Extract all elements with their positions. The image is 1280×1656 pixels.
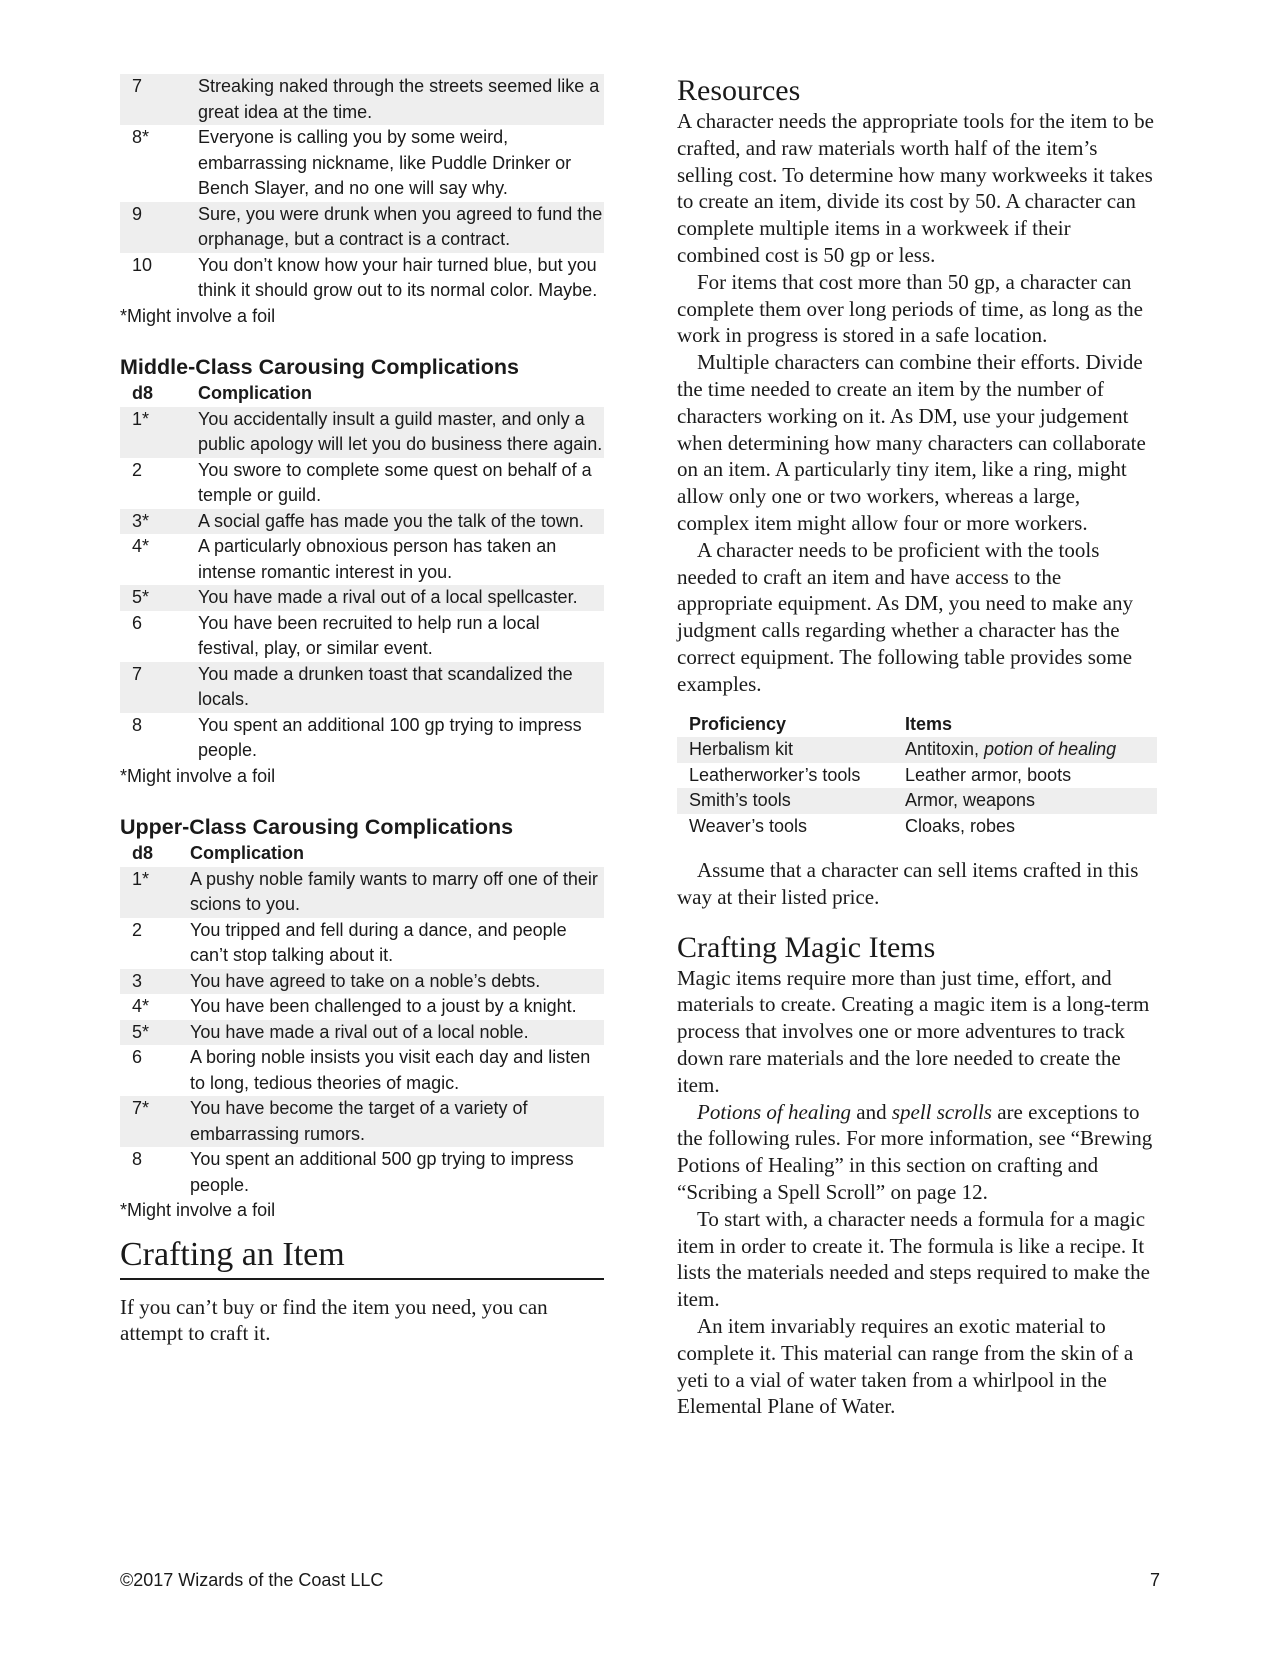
items-text: Leather armor, boots <box>905 764 1072 785</box>
table-row <box>120 458 604 509</box>
proficiency-table <box>677 712 1157 840</box>
magic-items-paragraph <box>677 1099 1157 1206</box>
footer-copyright: ©2017 Wizards of the Coast LLC <box>120 1570 384 1590</box>
items-italic-text: potion of healing <box>984 739 1117 760</box>
column-header-die: d8 <box>132 843 154 863</box>
table-row <box>120 1020 604 1046</box>
resources-paragraph: For items that cost more than 50 gp, a character can complete them over long periods of time, as long as the work in progress is stored in a safe location. <box>677 269 1143 348</box>
row-text: You accidentally insult a guild master, and only a public apology will let you do business there again. <box>198 407 604 458</box>
column-header-complication: Complication <box>190 843 305 863</box>
items-cell <box>893 788 1157 814</box>
table-row <box>120 611 604 662</box>
table-row <box>120 713 604 764</box>
text: and <box>851 1099 892 1124</box>
row-number: 3* <box>120 509 198 535</box>
column-header-complication: Complication <box>198 383 313 403</box>
table-row <box>677 814 1157 840</box>
table-row <box>120 918 604 969</box>
table-row <box>120 1045 604 1096</box>
row-text: Streaking naked through the streets seemed like a great idea at the time. <box>198 74 604 125</box>
resources-after-table: Assume that a character can sell items crafted in this way at their listed price. <box>677 858 1139 909</box>
row-number: 4* <box>132 996 150 1016</box>
items-cell <box>893 737 1157 763</box>
upper-class-title: Upper-Class Carousing Complications <box>120 815 514 839</box>
items-text: Cloaks, robes <box>905 815 1016 836</box>
table-footnote: *Might involve a foil <box>120 305 276 326</box>
row-number: 2 <box>132 459 143 480</box>
magic-items-paragraph: An item invariably requires an exotic material to complete it. This material can range from the skin of a yeti to a vial of water taken from a whirlpool in the Elemental Plane of Water. <box>677 1313 1134 1419</box>
row-text: You made a drunken toast that scandalized the locals. <box>198 662 604 713</box>
crafting-item-heading: Crafting an Item <box>120 1234 604 1280</box>
table-header <box>677 712 1157 738</box>
proficiency-cell: Leatherworker’s tools <box>689 764 861 785</box>
row-text: You have made a rival out of a local spellcaster. <box>198 585 604 611</box>
row-number: 1* <box>120 867 190 918</box>
row-number: 5* <box>120 585 198 611</box>
row-number: 2 <box>132 919 143 940</box>
table-header <box>120 841 604 867</box>
resources-paragraph: Multiple characters can combine their efforts. Divide the time needed to create an item by the number of characters working on it. As DM, use your judgement when determining how many characters can collaborate on an item. A particularly tiny item, like a ring, might allow only one or two workers, whereas a large, complex item might allow four or more workers. <box>677 350 1146 535</box>
magic-items-heading: Crafting Magic Items <box>677 930 936 964</box>
left-column <box>120 74 604 1347</box>
column-header-proficiency: Proficiency <box>689 713 787 734</box>
row-number: 8 <box>132 714 143 735</box>
row-number: 9 <box>120 202 198 253</box>
column-header-items: Items <box>905 713 953 734</box>
table-header <box>120 381 604 407</box>
table-row <box>120 1147 604 1198</box>
row-text: You tripped and fell during a dance, and people can’t stop talking about it. <box>190 919 567 965</box>
page-number: 7 <box>1149 1570 1160 1590</box>
magic-items-paragraph: To start with, a character needs a formula for a magic item in order to create it. The formula is like a recipe. It lists the materials needed and steps required to make the item. <box>677 1206 1150 1312</box>
row-text: You have agreed to take on a noble’s debts. <box>190 969 604 995</box>
row-text: You have become the target of a variety of embarrassing rumors. <box>190 1096 604 1147</box>
row-text: You swore to complete some quest on behalf of a temple or guild. <box>198 459 592 505</box>
row-number: 6 <box>132 612 143 633</box>
table-row <box>120 994 604 1020</box>
row-number: 7 <box>120 662 198 713</box>
row-text: A social gaffe has made you the talk of the town. <box>198 509 604 535</box>
row-text: A particularly obnoxious person has taken an intense romantic interest in you. <box>198 536 557 582</box>
row-text: You don’t know how your hair turned blue, but you think it should grow out to its normal color. Maybe. <box>198 254 598 300</box>
row-number: 7 <box>120 74 198 125</box>
table-row <box>120 662 604 713</box>
resources-heading: Resources <box>677 74 801 107</box>
row-number: 7* <box>120 1096 190 1147</box>
table-row <box>120 585 604 611</box>
row-text: You have been recruited to help run a local festival, play, or similar event. <box>198 612 540 658</box>
table-row <box>677 737 1157 763</box>
magic-items-paragraph: Magic items require more than just time, effort, and materials to create. Creating a magic item is a long-term process that involves one or more adventures to track down rare materials and the lore needed to create the item. <box>677 965 1150 1097</box>
row-text: You spent an additional 100 gp trying to impress people. <box>198 714 582 760</box>
middle-class-table <box>120 381 604 764</box>
text: are exceptions to the following rules. For more information, see “Brewing Potions of Healing” in this section on crafting and “Scribing a Spell Scroll” on page 12. <box>677 1099 1153 1204</box>
table-row <box>677 788 1157 814</box>
table-row <box>120 969 604 995</box>
row-number: 6 <box>132 1047 143 1067</box>
row-text: Everyone is calling you by some weird, embarrassing nickname, like Puddle Drinker or Bench Slayer, and no one will say why. <box>198 127 572 198</box>
items-text: Armor, weapons <box>905 790 1036 811</box>
table-row <box>120 534 604 585</box>
row-number: 1* <box>120 407 198 458</box>
table-row <box>677 763 1157 789</box>
row-number: 5* <box>120 1020 190 1046</box>
table-row <box>120 1096 604 1147</box>
column-header-die: d8 <box>132 383 154 403</box>
row-text: You have made a rival out of a local noble. <box>190 1020 604 1046</box>
table-footnote: *Might involve a foil <box>120 765 276 786</box>
table-row <box>120 867 604 918</box>
upper-class-table <box>120 841 604 1198</box>
items-text: Antitoxin, <box>905 739 985 760</box>
items-cell <box>893 814 1157 840</box>
row-number: 8 <box>132 1149 143 1169</box>
row-text: A pushy noble family wants to marry off one of their scions to you. <box>190 867 604 918</box>
italic-text: spell scrolls <box>891 1099 992 1124</box>
row-number: 3 <box>120 969 190 995</box>
table-row <box>120 74 604 125</box>
table-row <box>120 509 604 535</box>
table-row <box>120 407 604 458</box>
table-footnote: *Might involve a foil <box>120 1200 276 1220</box>
row-text: You have been challenged to a joust by a knight. <box>190 996 577 1016</box>
table-row <box>120 125 604 202</box>
carousing-table-continued <box>120 74 604 304</box>
resources-paragraph: A character needs to be proficient with the tools needed to craft an item and have access to the appropriate equipment. As DM, you need to make any judgment calls regarding whether a character has the correct equipment. The following table provides some examples. <box>677 537 1134 696</box>
crafting-item-intro: If you can’t buy or find the item you need, you can attempt to craft it. <box>120 1294 548 1346</box>
table-row <box>120 253 604 304</box>
row-text: A boring noble insists you visit each day and listen to long, tedious theories of magic. <box>190 1047 591 1093</box>
right-column <box>677 74 1157 1420</box>
items-cell <box>893 763 1157 789</box>
proficiency-cell: Weaver’s tools <box>689 815 808 836</box>
resources-paragraph: A character needs the appropriate tools for the item to be crafted, and raw materials worth half of the item’s selling cost. To determine how many workweeks it takes to create an item, divide its cost by 50. A character can complete multiple items in a workweek if their combined cost is 50 gp or less. <box>677 109 1154 267</box>
italic-text: Potions of healing <box>697 1099 851 1124</box>
proficiency-cell: Smith’s tools <box>677 788 893 814</box>
row-number: 10 <box>132 254 153 275</box>
row-number: 4* <box>132 536 150 556</box>
row-text: Sure, you were drunk when you agreed to fund the orphanage, but a contract is a contract. <box>198 202 604 253</box>
row-number: 8* <box>132 127 150 147</box>
middle-class-title: Middle-Class Carousing Complications <box>120 355 519 379</box>
proficiency-cell: Herbalism kit <box>677 737 893 763</box>
row-text: You spent an additional 500 gp trying to impress people. <box>190 1149 574 1195</box>
table-row <box>120 202 604 253</box>
